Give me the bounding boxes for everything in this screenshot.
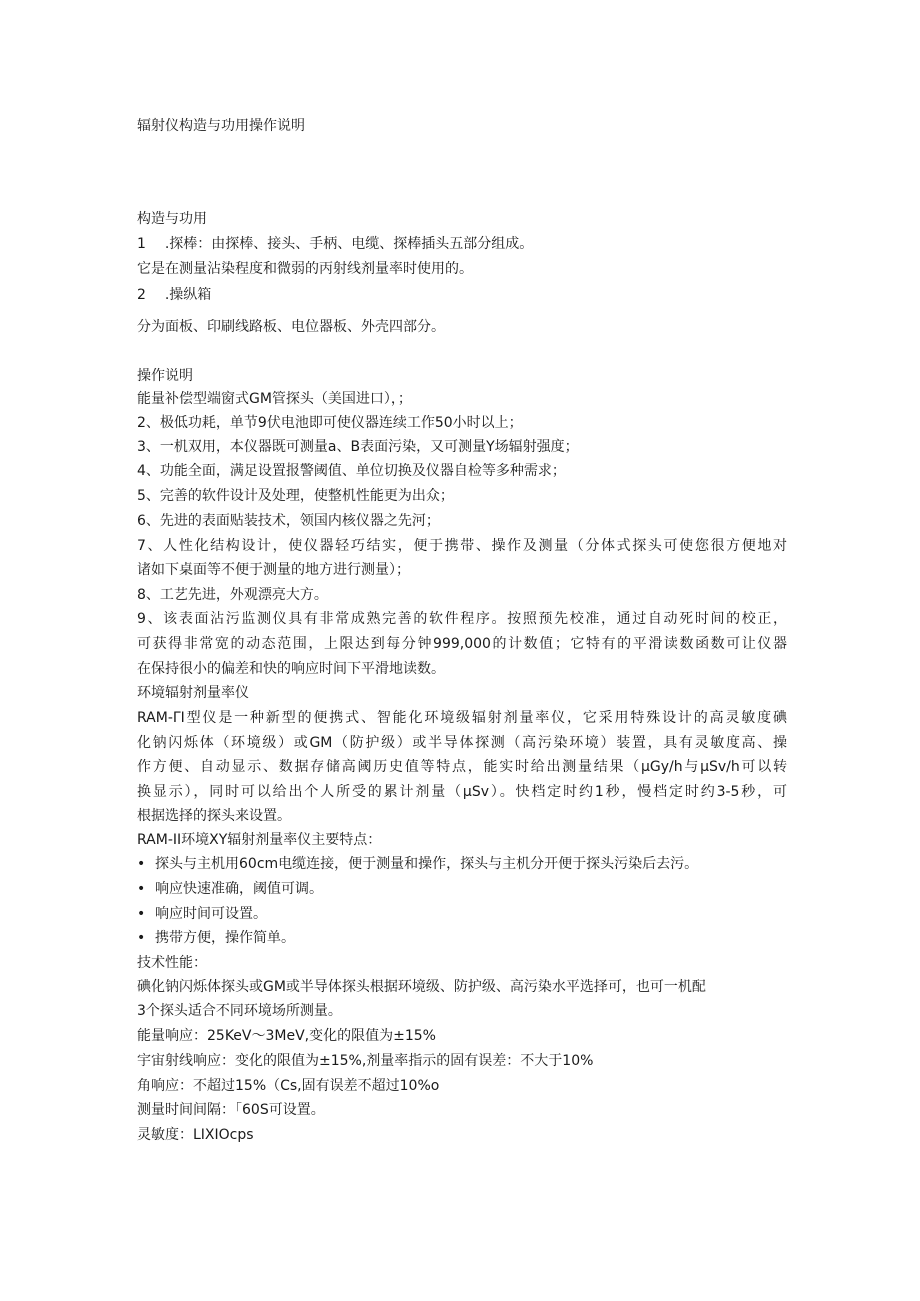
tech-line: 3个探头适合不同环境场所测量。 bbox=[137, 1003, 342, 1019]
env-paragraph-line: 换显示），同时可以给出个人所受的累计剂量（μSv）。快档定时约1秒，慢档定时约3-5秒，可 bbox=[137, 784, 787, 800]
operation-line: 9、该表面沾污监测仪具有非常成熟完善的软件程序。按照预先校准，通过自动死时间的校正， bbox=[137, 611, 787, 627]
item-number: 1 bbox=[137, 236, 146, 252]
operation-heading: 操作说明 bbox=[137, 368, 193, 384]
bullet-text: 响应快速准确，阈值可调。 bbox=[155, 881, 323, 897]
tech-heading: 技术性能： bbox=[137, 955, 207, 971]
env-paragraph-line: 根据选择的探头来设置。 bbox=[137, 808, 291, 824]
construct-item-2-desc: 分为面板、印刷线路板、电位器板、外壳四部分。 bbox=[137, 319, 445, 335]
bullet-icon: • bbox=[137, 881, 146, 897]
operation-line: 7、人性化结构设计，使仪器轻巧结实，便于携带、操作及测量（分体式探头可使您很方便地对 bbox=[137, 538, 787, 554]
operation-line: 在保持很小的偏差和快的响应时间下平滑地读数。 bbox=[137, 661, 445, 677]
operation-line: 8、工艺先进，外观漂亮大方。 bbox=[137, 587, 328, 603]
document-title: 辐射仪构造与功用操作说明 bbox=[137, 118, 305, 134]
feature-bullet bbox=[137, 855, 787, 873]
bullet-icon: • bbox=[137, 930, 146, 946]
operation-line: 能量补偿型端窗式GM管探头（美国进口），； bbox=[137, 391, 412, 407]
features-heading: RAM-II环境XY辐射剂量率仪主要特点： bbox=[137, 832, 382, 848]
env-paragraph-line: 作方便、自动显示、数据存储高阈历史值等特点，能实时给出测量结果（μGy/h与μSv/h可以转 bbox=[137, 759, 787, 775]
construct-heading: 构造与功用 bbox=[137, 211, 207, 227]
tech-line: 宇宙射线响应：变化的限值为±15%,剂量率指示的固有误差：不大于10% bbox=[137, 1053, 594, 1069]
operation-line: 4、功能全面，满足设置报警阈值、单位切换及仪器自检等多种需求； bbox=[137, 463, 566, 479]
operation-line: 诸如下桌面等不便于测量的地方进行测量）； bbox=[137, 562, 410, 578]
feature-bullet bbox=[137, 929, 787, 947]
bullet-icon: • bbox=[137, 906, 146, 922]
operation-line: 6、先进的表面贴装技术，领国内核仪器之先河； bbox=[137, 513, 440, 529]
operation-line: 可获得非常宽的动态范围，上限达到每分钟999,000的计数值；它特有的平滑读数函数可让仪器 bbox=[137, 636, 787, 652]
construct-item-1-desc: 它是在测量沾染程度和微弱的丙射线剂量率时使用的。 bbox=[137, 261, 473, 277]
tech-line: 测量时间间隔：「60S可设置。 bbox=[137, 1102, 325, 1118]
operation-line: 5、完善的软件设计及处理，使整机性能更为出众； bbox=[137, 488, 454, 504]
item-text: .操纵箱 bbox=[164, 287, 212, 303]
operation-line: 2、极低功耗，单节9伏电池即可使仪器连续工作50小时以上； bbox=[137, 415, 523, 431]
env-paragraph-line: 化钠闪烁体（环境级）或GM（防护级）或半导体探测（高污染环境）装置，具有灵敏度高、操 bbox=[137, 735, 787, 751]
operation-line: 3、一机双用，本仪器既可测量a、B表面污染，又可测量Y场辐射强度； bbox=[137, 439, 579, 455]
feature-bullet bbox=[137, 880, 787, 898]
construct-item-1 bbox=[137, 235, 787, 253]
tech-line: 角响应：不超过15%（Cs,固有误差不超过10%o bbox=[137, 1078, 440, 1094]
tech-line: 能量响应：25KeV～3MeV,变化的限值为±15% bbox=[137, 1028, 436, 1044]
bullet-text: 携带方便，操作简单。 bbox=[155, 930, 295, 946]
item-number: 2 bbox=[137, 287, 146, 303]
tech-line: 碘化钠闪烁体探头或GM或半导体探头根据环境级、防护级、高污染水平选择可，也可一机配 bbox=[137, 979, 706, 995]
bullet-icon: • bbox=[137, 856, 146, 872]
bullet-text: 响应时间可设置。 bbox=[155, 906, 267, 922]
feature-bullet bbox=[137, 905, 787, 923]
env-heading: 环境辐射剂量率仪 bbox=[137, 685, 249, 701]
tech-line: 灵敏度：LIXIOcps bbox=[137, 1127, 254, 1143]
item-text: .探棒：由探棒、接头、手柄、电缆、探棒插头五部分组成。 bbox=[164, 236, 534, 252]
construct-item-2 bbox=[137, 286, 787, 304]
bullet-text: 探头与主机用60cm电缆连接，便于测量和操作，探头与主机分开便于探头污染后去污。 bbox=[155, 856, 699, 872]
env-paragraph-line: RAM-ΓI型仪是一种新型的便携式、智能化环境级辐射剂量率仪，它采用特殊设计的高灵敏度碘 bbox=[137, 710, 787, 726]
